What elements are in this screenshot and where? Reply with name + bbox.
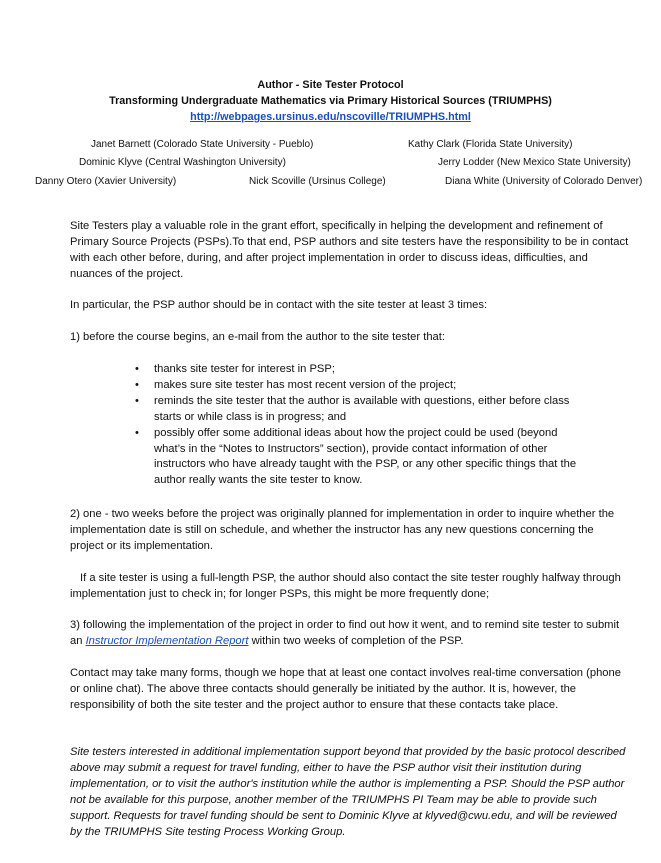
bullet-item	[132, 426, 592, 490]
author-scoville: Nick Scoville (Ursinus College)	[249, 176, 386, 187]
in-particular-paragraph: In particular, the PSP author should be in contact with the site tester at least 3 times:	[70, 299, 488, 311]
bullet-item	[132, 378, 592, 394]
author-barnett: Janet Barnett (Colorado State University - Pueblo)	[91, 139, 314, 150]
author-klyve: Dominic Klyve (Central Washington University)	[79, 157, 286, 168]
bullet-item	[132, 362, 592, 378]
contact-paragraph: Contact may take many forms, though we hope that at least one contact involves real-time conversation (phone or online chat). The above three contacts should generally be initiated by the author. It is, however, the responsibility of both the site tester and the project author to ensure that these contacts take place.	[70, 667, 621, 711]
step-1-bullet-list	[132, 362, 592, 489]
step-3-text-end: within two weeks of completion of the PSP.	[248, 634, 464, 647]
bullet-text: thanks site tester for interest in PSP;	[154, 363, 335, 375]
bullet-icon: •	[135, 426, 139, 439]
bullet-icon: •	[135, 363, 139, 375]
travel-support-paragraph: Site testers interested in additional implementation support beyond that provided by the basic protocol described above may submit a request for travel funding, either to have the PSP author visit their institution during implementation, or to visit the author's institution while the author is implementing a PSP. Should the PSP author not be available for this purpose, another member of the TRIUMPHS PI Team may be able to provide such support. Requests for travel funding should be sent to Dominic Klyve at klyved@cwu.edu, and will be reviewed by the TRIUMPHS Site testing Process Working Group.	[70, 746, 626, 838]
document-subtitle: Transforming Undergraduate Mathematics via Primary Historical Sources (TRIUMPHS)	[109, 95, 552, 107]
full-length-paragraph: If a site tester is using a full-length PSP, the author should also contact the site tester roughly halfway through implementation just to check in; for longer PSPs, this might be more frequently done;	[70, 572, 621, 600]
step-2-paragraph: 2) one - two weeks before the project was originally planned for implementation in order to inquire whether the implementation date is still on schedule, and whether the instructor has any new questions concerning the project or its implementation.	[70, 508, 615, 552]
step-1-paragraph: 1) before the course begins, an e-mail from the author to the site tester that:	[70, 331, 445, 343]
bullet-text: makes sure site tester has most recent version of the project;	[154, 378, 457, 391]
step-3-text-start: 3) following the implementation of the project in order to find out how it went, and to remind site tester to submit an	[70, 619, 620, 647]
author-otero: Danny Otero (Xavier University)	[35, 176, 177, 187]
bullet-text: possibly offer some additional ideas about how the project could be used (beyond what’s in the “Notes to Instructors” section), provide contact information of other instructors who have already taught with the PSP, or any other specific things that the author really wants the site tester to know.	[154, 426, 577, 487]
bullet-item	[132, 394, 592, 426]
bullet-icon: •	[135, 378, 139, 391]
bullet-icon: •	[135, 394, 139, 407]
project-url-link[interactable]: http://webpages.ursinus.edu/nscoville/TRIUMPHS.html	[190, 111, 471, 123]
document-title: Author - Site Tester Protocol	[257, 79, 404, 91]
intro-paragraph: Site Testers play a valuable role in the grant effort, specifically in helping the development and refinement of Primary Source Projects (PSPs).To that end, PSP authors and site testers have the responsibility to be in contact with each other before, during, and after project implementation in order to discuss ideas, difficulties, and nuances of the project.	[70, 220, 629, 280]
instructor-implementation-report-link[interactable]: Instructor Implementation Report	[85, 634, 249, 647]
author-lodder: Jerry Lodder (New Mexico State University)	[438, 157, 631, 168]
author-clark: Kathy Clark (Florida State University)	[408, 139, 573, 150]
bullet-text: reminds the site tester that the author is available with questions, either before class starts or while class is in progress; and	[154, 394, 570, 423]
author-white: Diana White (University of Colorado Denver)	[445, 176, 643, 187]
step-3-paragraph	[70, 618, 630, 650]
